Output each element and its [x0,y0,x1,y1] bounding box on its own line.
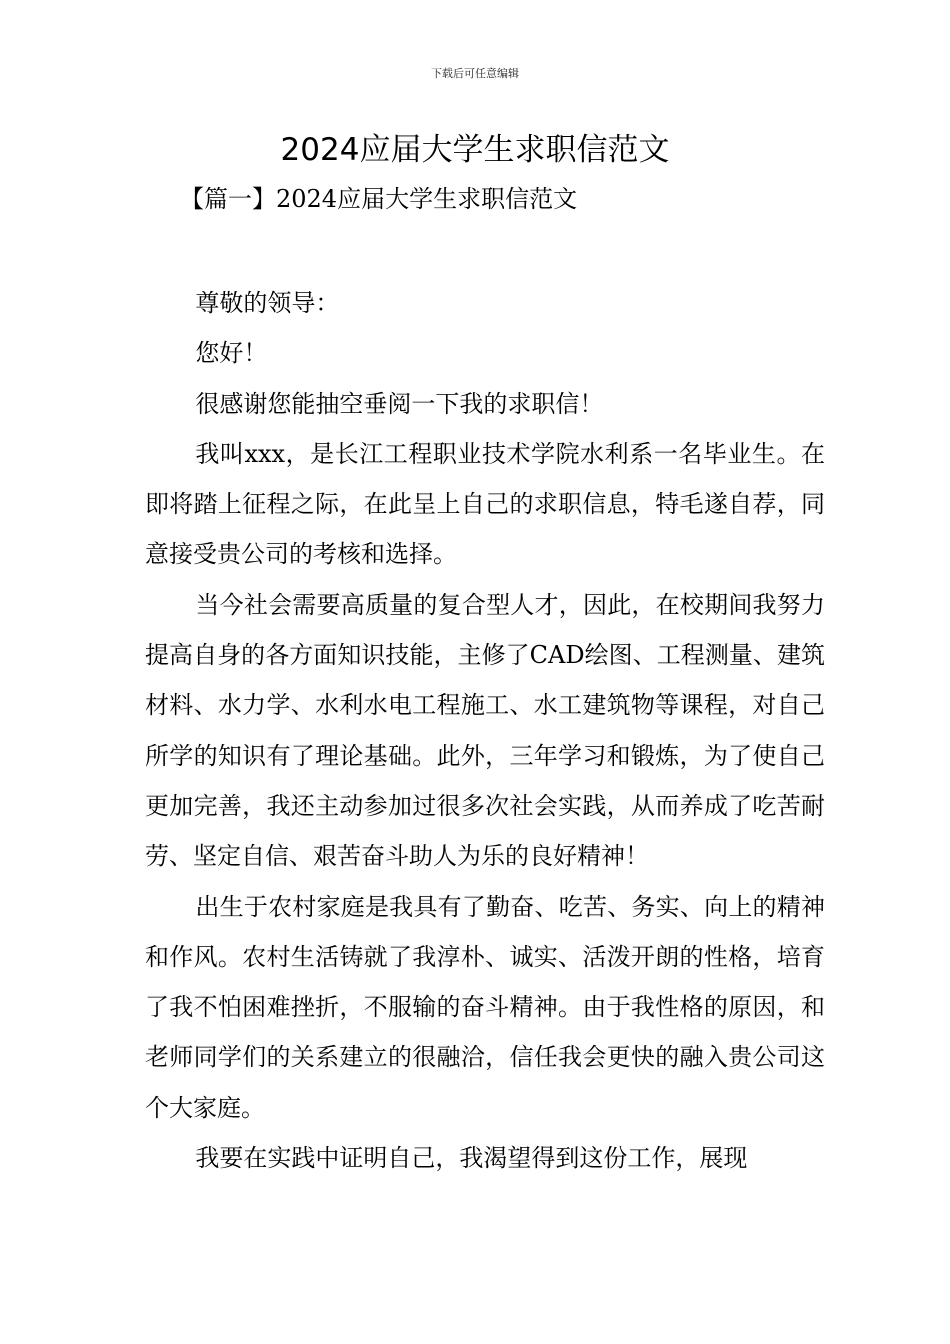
document-title: 2024应届大学生求职信范文 [280,132,670,168]
body-paragraph: 出生于农村家庭是我具有了勤奋、吃苦、务实、向上的精神和作风。农村生活铸就了我淳朴、诚实、活泼开朗的性格，培育了我不怕困难挫折，不服输的奋斗精神。由于我性格的原因，和老师同学们的关系建立的很融洽，信任我会更快的融入贵公司这个大家庭。 [145,892,825,1122]
header-note: 下载后可任意编辑 [431,67,519,80]
body-paragraph: 当今社会需要高质量的复合型人才，因此，在校期间我努力提高自身的各方面知识技能，主修了CAD绘图、工程测量、建筑材料、水力学、水利水电工程施工、水工建筑物等课程，对自己所学的知识有了理论基础。此外，三年学习和锻炼，为了使自己更加完善，我还主动参加过很多次社会实践，从而养成了吃苦耐劳、坚定自信、艰苦奋斗助人为乐的良好精神！ [145,590,825,871]
salutation: 尊敬的领导： [195,289,340,317]
section-heading: 【篇一】2024应届大学生求职信范文 [180,185,578,213]
body-paragraph: 我叫xxx，是长江工程职业技术学院水利系一名毕业生。在即将踏上征程之际，在此呈上自己的求职信息，特毛遂自荐，同意接受贵公司的考核和选择。 [145,439,825,569]
letter-body [145,278,825,1183]
body-paragraph: 我要在实践中证明自己，我渴望得到这份工作，展现 [195,1144,748,1173]
body-paragraph: 很感谢您能抽空垂阅一下我的求职信！ [195,389,604,418]
greeting: 您好！ [195,339,268,368]
